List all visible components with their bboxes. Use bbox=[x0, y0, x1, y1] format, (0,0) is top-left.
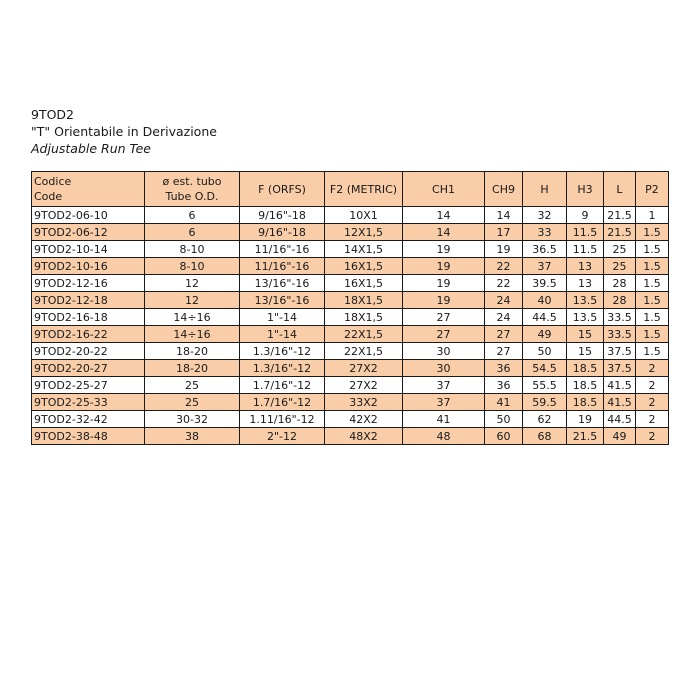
cell-f-orfs: 1"-14 bbox=[240, 326, 325, 343]
cell-f-orfs: 1.7/16"-12 bbox=[240, 377, 325, 394]
table-body bbox=[32, 207, 669, 445]
cell-f2-metric: 33X2 bbox=[325, 394, 403, 411]
cell-tube-od: 12 bbox=[145, 275, 240, 292]
cell-h: 40 bbox=[523, 292, 567, 309]
italian-title: "T" Orientabile in Derivazione bbox=[31, 124, 217, 139]
cell-tube-od: 25 bbox=[145, 377, 240, 394]
cell-f2-metric: 18X1,5 bbox=[325, 292, 403, 309]
cell-tube-od: 38 bbox=[145, 428, 240, 445]
cell-f-orfs: 1.3/16"-12 bbox=[240, 360, 325, 377]
table-row bbox=[32, 207, 669, 224]
cell-ch9: 50 bbox=[485, 411, 523, 428]
cell-ch1: 37 bbox=[403, 377, 485, 394]
header-ch1: CH1 bbox=[403, 172, 485, 207]
cell-f2-metric: 14X1,5 bbox=[325, 241, 403, 258]
cell-l: 37.5 bbox=[604, 360, 636, 377]
cell-ch1: 27 bbox=[403, 309, 485, 326]
cell-h: 55.5 bbox=[523, 377, 567, 394]
cell-code: 9TOD2-20-22 bbox=[32, 343, 145, 360]
cell-h: 59.5 bbox=[523, 394, 567, 411]
cell-ch9: 27 bbox=[485, 326, 523, 343]
cell-f-orfs: 9/16"-18 bbox=[240, 224, 325, 241]
cell-tube-od: 14÷16 bbox=[145, 326, 240, 343]
cell-tube-od: 25 bbox=[145, 394, 240, 411]
cell-code: 9TOD2-25-33 bbox=[32, 394, 145, 411]
cell-ch1: 37 bbox=[403, 394, 485, 411]
cell-tube-od: 8-10 bbox=[145, 258, 240, 275]
cell-code: 9TOD2-06-12 bbox=[32, 224, 145, 241]
cell-l: 33.5 bbox=[604, 326, 636, 343]
cell-h: 33 bbox=[523, 224, 567, 241]
cell-tube-od: 30-32 bbox=[145, 411, 240, 428]
cell-l: 25 bbox=[604, 258, 636, 275]
cell-ch9: 27 bbox=[485, 343, 523, 360]
cell-h3: 13 bbox=[567, 275, 604, 292]
cell-tube-od: 18-20 bbox=[145, 360, 240, 377]
cell-h: 36.5 bbox=[523, 241, 567, 258]
cell-l: 21.5 bbox=[604, 207, 636, 224]
cell-h: 62 bbox=[523, 411, 567, 428]
table-row bbox=[32, 394, 669, 411]
cell-h3: 15 bbox=[567, 343, 604, 360]
cell-ch1: 48 bbox=[403, 428, 485, 445]
cell-ch9: 14 bbox=[485, 207, 523, 224]
cell-ch1: 30 bbox=[403, 343, 485, 360]
cell-f2-metric: 18X1,5 bbox=[325, 309, 403, 326]
cell-f-orfs: 13/16"-16 bbox=[240, 275, 325, 292]
cell-code: 9TOD2-10-14 bbox=[32, 241, 145, 258]
cell-p2: 1.5 bbox=[636, 343, 669, 360]
cell-p2: 1 bbox=[636, 207, 669, 224]
cell-h3: 21.5 bbox=[567, 428, 604, 445]
header-p2: P2 bbox=[636, 172, 669, 207]
cell-ch1: 30 bbox=[403, 360, 485, 377]
cell-h: 54.5 bbox=[523, 360, 567, 377]
cell-p2: 2 bbox=[636, 411, 669, 428]
cell-code: 9TOD2-12-16 bbox=[32, 275, 145, 292]
cell-f2-metric: 27X2 bbox=[325, 377, 403, 394]
cell-l: 28 bbox=[604, 275, 636, 292]
cell-f-orfs: 2"-12 bbox=[240, 428, 325, 445]
cell-ch9: 36 bbox=[485, 377, 523, 394]
cell-f-orfs: 1.3/16"-12 bbox=[240, 343, 325, 360]
cell-ch1: 27 bbox=[403, 326, 485, 343]
cell-code: 9TOD2-10-16 bbox=[32, 258, 145, 275]
cell-f2-metric: 16X1,5 bbox=[325, 258, 403, 275]
cell-h3: 11.5 bbox=[567, 224, 604, 241]
cell-tube-od: 6 bbox=[145, 224, 240, 241]
cell-l: 44.5 bbox=[604, 411, 636, 428]
header-code-en: Code bbox=[34, 190, 63, 203]
table-row bbox=[32, 343, 669, 360]
cell-h3: 13.5 bbox=[567, 309, 604, 326]
product-code-title: 9TOD2 bbox=[31, 107, 75, 122]
cell-f-orfs: 13/16"-16 bbox=[240, 292, 325, 309]
cell-ch1: 19 bbox=[403, 292, 485, 309]
table-row bbox=[32, 224, 669, 241]
table-row bbox=[32, 292, 669, 309]
cell-ch1: 41 bbox=[403, 411, 485, 428]
cell-code: 9TOD2-06-10 bbox=[32, 207, 145, 224]
table-row bbox=[32, 258, 669, 275]
table-row bbox=[32, 241, 669, 258]
cell-ch1: 19 bbox=[403, 275, 485, 292]
cell-l: 21.5 bbox=[604, 224, 636, 241]
cell-p2: 1.5 bbox=[636, 309, 669, 326]
header-code bbox=[32, 172, 145, 207]
cell-code: 9TOD2-20-27 bbox=[32, 360, 145, 377]
cell-f-orfs: 11/16"-16 bbox=[240, 241, 325, 258]
table-row bbox=[32, 360, 669, 377]
cell-ch1: 19 bbox=[403, 241, 485, 258]
table-row bbox=[32, 411, 669, 428]
cell-h: 68 bbox=[523, 428, 567, 445]
header-tube-od bbox=[145, 172, 240, 207]
cell-h: 49 bbox=[523, 326, 567, 343]
table-row bbox=[32, 309, 669, 326]
cell-tube-od: 12 bbox=[145, 292, 240, 309]
cell-f2-metric: 16X1,5 bbox=[325, 275, 403, 292]
cell-ch1: 14 bbox=[403, 224, 485, 241]
cell-f-orfs: 1.11/16"-12 bbox=[240, 411, 325, 428]
table-row bbox=[32, 377, 669, 394]
spec-table bbox=[31, 171, 669, 445]
table-header-row bbox=[32, 172, 669, 207]
cell-tube-od: 14÷16 bbox=[145, 309, 240, 326]
cell-p2: 1.5 bbox=[636, 326, 669, 343]
header-od-it: ø est. tubo bbox=[162, 175, 222, 188]
cell-tube-od: 8-10 bbox=[145, 241, 240, 258]
cell-f2-metric: 48X2 bbox=[325, 428, 403, 445]
cell-code: 9TOD2-12-18 bbox=[32, 292, 145, 309]
cell-f-orfs: 1"-14 bbox=[240, 309, 325, 326]
cell-l: 41.5 bbox=[604, 394, 636, 411]
cell-tube-od: 6 bbox=[145, 207, 240, 224]
cell-l: 49 bbox=[604, 428, 636, 445]
cell-ch1: 19 bbox=[403, 258, 485, 275]
cell-f2-metric: 22X1,5 bbox=[325, 326, 403, 343]
table-row bbox=[32, 275, 669, 292]
cell-p2: 2 bbox=[636, 394, 669, 411]
cell-f2-metric: 42X2 bbox=[325, 411, 403, 428]
cell-ch9: 41 bbox=[485, 394, 523, 411]
cell-l: 33.5 bbox=[604, 309, 636, 326]
cell-h3: 11.5 bbox=[567, 241, 604, 258]
cell-l: 41.5 bbox=[604, 377, 636, 394]
cell-p2: 2 bbox=[636, 360, 669, 377]
header-ch9: CH9 bbox=[485, 172, 523, 207]
cell-l: 25 bbox=[604, 241, 636, 258]
cell-h3: 13 bbox=[567, 258, 604, 275]
cell-h: 50 bbox=[523, 343, 567, 360]
cell-ch9: 24 bbox=[485, 292, 523, 309]
cell-code: 9TOD2-25-27 bbox=[32, 377, 145, 394]
cell-ch9: 17 bbox=[485, 224, 523, 241]
cell-l: 37.5 bbox=[604, 343, 636, 360]
table-row bbox=[32, 428, 669, 445]
cell-h3: 9 bbox=[567, 207, 604, 224]
cell-code: 9TOD2-38-48 bbox=[32, 428, 145, 445]
cell-ch9: 24 bbox=[485, 309, 523, 326]
title-block bbox=[31, 106, 217, 157]
cell-h3: 18.5 bbox=[567, 360, 604, 377]
cell-code: 9TOD2-16-18 bbox=[32, 309, 145, 326]
cell-h: 44.5 bbox=[523, 309, 567, 326]
header-code-it: Codice bbox=[34, 175, 72, 188]
cell-f-orfs: 1.7/16"-12 bbox=[240, 394, 325, 411]
cell-p2: 2 bbox=[636, 377, 669, 394]
cell-h: 32 bbox=[523, 207, 567, 224]
cell-ch9: 60 bbox=[485, 428, 523, 445]
cell-ch9: 36 bbox=[485, 360, 523, 377]
cell-code: 9TOD2-32-42 bbox=[32, 411, 145, 428]
cell-ch9: 19 bbox=[485, 241, 523, 258]
cell-p2: 1.5 bbox=[636, 275, 669, 292]
cell-f-orfs: 11/16"-16 bbox=[240, 258, 325, 275]
cell-p2: 1.5 bbox=[636, 241, 669, 258]
cell-p2: 1.5 bbox=[636, 258, 669, 275]
cell-h3: 15 bbox=[567, 326, 604, 343]
header-f-orfs: F (ORFS) bbox=[240, 172, 325, 207]
cell-ch9: 22 bbox=[485, 258, 523, 275]
cell-h3: 18.5 bbox=[567, 394, 604, 411]
cell-h3: 19 bbox=[567, 411, 604, 428]
header-h: H bbox=[523, 172, 567, 207]
cell-h: 39.5 bbox=[523, 275, 567, 292]
cell-h3: 18.5 bbox=[567, 377, 604, 394]
cell-ch1: 14 bbox=[403, 207, 485, 224]
cell-p2: 2 bbox=[636, 428, 669, 445]
header-l: L bbox=[604, 172, 636, 207]
cell-f2-metric: 12X1,5 bbox=[325, 224, 403, 241]
header-f2-metric: F2 (METRIC) bbox=[325, 172, 403, 207]
cell-f-orfs: 9/16"-18 bbox=[240, 207, 325, 224]
cell-p2: 1.5 bbox=[636, 292, 669, 309]
cell-f2-metric: 22X1,5 bbox=[325, 343, 403, 360]
cell-h: 37 bbox=[523, 258, 567, 275]
cell-l: 28 bbox=[604, 292, 636, 309]
cell-f2-metric: 10X1 bbox=[325, 207, 403, 224]
cell-ch9: 22 bbox=[485, 275, 523, 292]
header-h3: H3 bbox=[567, 172, 604, 207]
english-title: Adjustable Run Tee bbox=[31, 141, 152, 156]
cell-tube-od: 18-20 bbox=[145, 343, 240, 360]
table-row bbox=[32, 326, 669, 343]
header-od-en: Tube O.D. bbox=[165, 190, 219, 203]
cell-p2: 1.5 bbox=[636, 224, 669, 241]
cell-h3: 13.5 bbox=[567, 292, 604, 309]
cell-f2-metric: 27X2 bbox=[325, 360, 403, 377]
cell-code: 9TOD2-16-22 bbox=[32, 326, 145, 343]
